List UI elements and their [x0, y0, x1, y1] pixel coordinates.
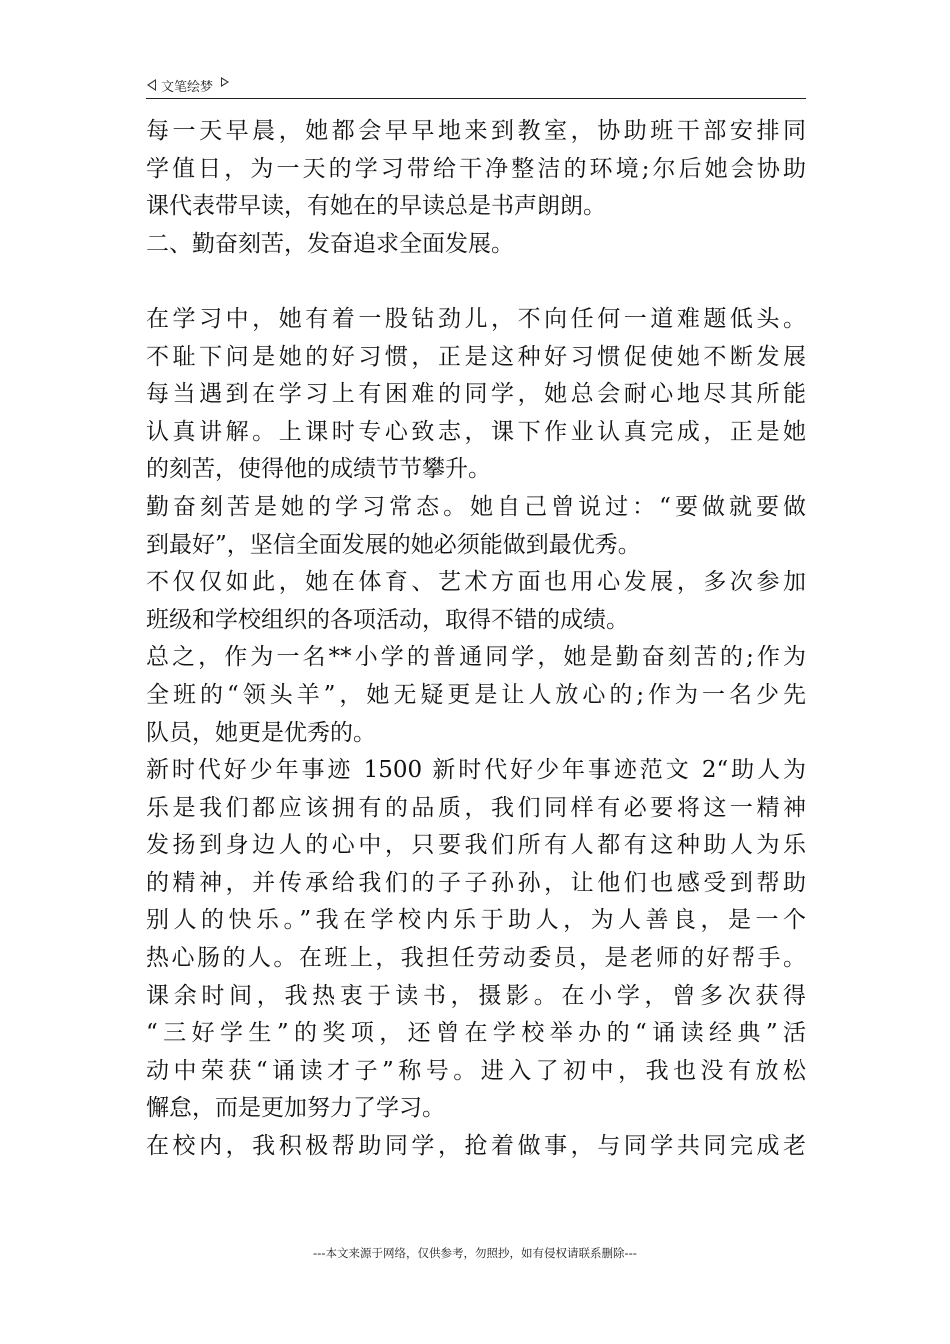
- text-line: 热心肠的人。在班上，我担任劳动委员，是老师的好帮手。: [146, 945, 806, 972]
- page-header: [146, 72, 806, 99]
- text-line: 学值日，为一天的学习带给干净整洁的环境;尔后她会协助: [146, 155, 806, 182]
- footer-notice: ---本文来源于网络，仅供参考，勿照抄，如有侵权请联系删除---: [313, 1246, 637, 1260]
- triangle-left-icon: [146, 78, 157, 92]
- text-line: 全班的“领头羊”，她无疑更是让人放心的;作为一名少先: [146, 681, 806, 708]
- text-line: 班级和学校组织的各项活动，取得不错的成绩。: [146, 606, 629, 633]
- text-line: 懈怠，而是更加努力了学习。: [146, 1095, 445, 1122]
- text-line: 勤奋刻苦是她的学习常态。她自己曾说过：“要做就要做: [146, 493, 806, 520]
- text-line: 认真讲解。上课时专心致志，课下作业认真完成，正是她: [146, 418, 806, 445]
- text-line: 在校内，我积极帮助同学，抢着做事，与同学共同完成老: [146, 1133, 806, 1160]
- text-line: 乐是我们都应该拥有的品质，我们同样有必要将这一精神: [146, 794, 806, 821]
- text-line: 总之，作为一名**小学的普通同学，她是勤奋刻苦的;作为: [146, 644, 806, 671]
- text-line: 每当遇到在学习上有困难的同学，她总会耐心地尽其所能: [146, 381, 806, 408]
- text-line: 动中荣获“诵读才子”称号。进入了初中，我也没有放松: [146, 1057, 806, 1084]
- text-line: 新时代好少年事迹 1500 新时代好少年事迹范文 2“助人为: [146, 757, 806, 784]
- text-line: 每一天早晨，她都会早早地来到教室，协助班干部安排同: [146, 118, 806, 144]
- text-line: 发扬到身边人的心中，只要我们所有人都有这种助人为乐: [146, 832, 806, 859]
- text-line: 课代表带早读，有她在的早读总是书声朗朗。: [146, 193, 606, 220]
- document-body: [146, 113, 806, 1166]
- text-line: 不仅仅如此，她在体育、艺术方面也用心发展，多次参加: [146, 569, 806, 596]
- text-line: 的刻苦，使得他的成绩节节攀升。: [146, 456, 491, 483]
- text-line: 在学习中，她有着一股钻劲儿，不向任何一道难题低头。: [146, 305, 806, 332]
- text-line: 不耻下问是她的好习惯，正是这种好习惯促使她不断发展: [146, 343, 806, 370]
- text-line: 队员，她更是优秀的。: [146, 719, 376, 746]
- text-line: 二、勤奋刻苦，发奋追求全面发展。: [146, 230, 514, 257]
- text-line: 的精神，并传承给我们的子子孙孙，让他们也感受到帮助: [146, 869, 806, 896]
- text-line: 别人的快乐。”我在学校内乐于助人，为人善良，是一个: [146, 907, 806, 934]
- text-line: 课余时间，我热衷于读书，摄影。在小学，曾多次获得: [146, 982, 806, 1009]
- blank-line: [146, 263, 806, 301]
- text-line: 到最好”，坚信全面发展的她必须能做到最优秀。: [146, 531, 641, 558]
- header-title: 文笔绘梦: [161, 79, 214, 95]
- text-line: “三好学生”的奖项，还曾在学校举办的“诵读经典”活: [146, 1020, 806, 1047]
